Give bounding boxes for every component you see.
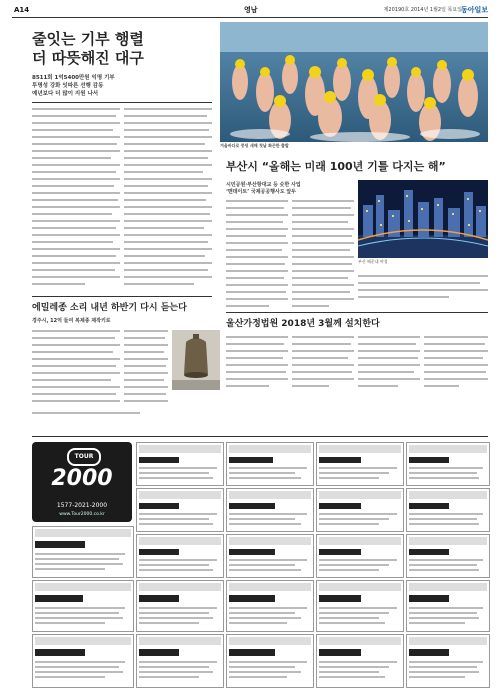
page-number: A14 <box>14 6 30 14</box>
ad-cell[interactable] <box>136 488 224 532</box>
photo-swimmers-caption-text: 겨울바다로 풍덩 새해 첫날 화끈한 출발 <box>220 143 289 148</box>
ad-cell[interactable] <box>226 634 314 688</box>
busan-body-col1 <box>226 200 288 310</box>
main-subhead-line2: 투명성 강화 잇따른 선행 감동 <box>32 83 104 89</box>
swimmers-image <box>220 22 488 142</box>
ad-cell-content <box>33 581 133 631</box>
ad-cell-content <box>137 535 223 577</box>
ad-cell-content <box>227 581 313 631</box>
ulsan-body-col1 <box>226 336 288 396</box>
ad-cell[interactable] <box>316 534 404 578</box>
ad-cell-content <box>317 443 403 485</box>
ad-cell[interactable] <box>32 634 134 688</box>
ad-cell-content <box>33 635 133 687</box>
second-body-col2 <box>124 330 168 410</box>
busan-subhead-line1: 시민공원·부산항대교 등 숫한 사업 <box>226 182 301 188</box>
ad-cell-content <box>227 535 313 577</box>
busan-headline: 부산시 “올해는 미래 100년 기틀 다지는 해” <box>226 160 446 173</box>
tour-logo-box <box>32 442 132 522</box>
ad-cell[interactable] <box>406 534 490 578</box>
busan-body-col2 <box>292 200 354 310</box>
ad-cell[interactable] <box>32 526 134 578</box>
ad-cell-content <box>227 635 313 687</box>
ulsan-body-col3 <box>358 336 420 396</box>
busan-subhead <box>226 182 346 196</box>
ad-cell[interactable] <box>406 442 490 486</box>
ad-cell-content <box>137 443 223 485</box>
ad-cell[interactable] <box>316 634 404 688</box>
bell-image <box>172 330 220 390</box>
ad-cell[interactable] <box>226 580 314 632</box>
second-headline: 에밀레종 소리 내년 하반기 다시 듣는다 <box>32 303 187 313</box>
busan-body-col3 <box>358 275 488 310</box>
publication-name: 동아일보 <box>460 6 488 14</box>
section-name: 영남 <box>244 6 258 14</box>
main-headline-line1: 줄잇는 기부 행렬 <box>32 30 144 48</box>
ad-cell-content <box>317 489 403 531</box>
tour-phone: 1577-2021-2000 <box>56 502 108 509</box>
busan-subhead-line2: ‘맨데이트’ 국제공공행사도 앞두 <box>226 189 297 195</box>
main-subhead-line1: 8511회 1억5400만원 익명 기부 <box>32 75 115 81</box>
ad-cell[interactable] <box>316 580 404 632</box>
ad-cell-content <box>137 581 223 631</box>
tour-number: 2000 <box>51 466 113 491</box>
second-body-col1 <box>32 330 120 410</box>
ad-cell-content <box>407 635 489 687</box>
ad-cell[interactable] <box>136 634 224 688</box>
photo-swimmers <box>220 22 488 142</box>
ad-cell[interactable] <box>316 442 404 486</box>
ulsan-headline: 울산가정법원 2018년 3월께 설치한다 <box>226 319 380 329</box>
ad-cell-content <box>317 581 403 631</box>
ad-cell-content <box>317 535 403 577</box>
second-body-end <box>32 412 212 430</box>
second-subhead: 경주시, 12억 들여 복제종 제작키로 <box>32 318 111 324</box>
night-city-image <box>358 180 488 258</box>
main-subhead <box>32 74 212 98</box>
ad-cell[interactable] <box>406 580 490 632</box>
ad-cell-content <box>33 527 133 577</box>
issue-date: 제20190호 2014년 1월2일 목요일 <box>383 7 462 13</box>
ad-cell[interactable] <box>226 442 314 486</box>
page-header <box>12 3 488 18</box>
ad-cell-content <box>407 489 489 531</box>
ad-cell[interactable] <box>226 534 314 578</box>
ad-cell[interactable] <box>226 488 314 532</box>
ad-cell[interactable] <box>136 534 224 578</box>
photo-swimmers-caption <box>220 143 488 153</box>
main-subhead-line3: 예년보다 더 많이 지원 나서 <box>32 91 99 97</box>
ad-cell[interactable] <box>136 442 224 486</box>
ad-cell-content <box>407 581 489 631</box>
tour-label: TOUR <box>67 448 101 466</box>
ad-cell-content <box>227 443 313 485</box>
ad-cell-content <box>137 635 223 687</box>
main-headline-line2: 더 따뜻해진 대구 <box>32 49 144 67</box>
main-headline <box>32 30 212 68</box>
ulsan-body-col2 <box>292 336 354 396</box>
divider <box>32 102 212 103</box>
ad-cell-content <box>407 535 489 577</box>
ulsan-body-col4 <box>424 336 488 396</box>
ad-cell[interactable] <box>316 488 404 532</box>
divider <box>226 312 488 313</box>
ad-cell[interactable] <box>406 488 490 532</box>
ad-cell-content <box>137 489 223 531</box>
ad-cell-content <box>407 443 489 485</box>
divider <box>32 296 212 297</box>
photo-night-caption: 부산 해운대 야경 <box>358 259 388 264</box>
ad-divider <box>32 436 488 437</box>
tour-website: www.Tour2000.co.kr <box>59 512 105 517</box>
ad-cell[interactable] <box>32 580 134 632</box>
main-story-body-col2 <box>124 108 212 288</box>
ad-cell-content <box>227 489 313 531</box>
ad-cell-content <box>317 635 403 687</box>
ad-cell[interactable] <box>136 580 224 632</box>
ad-cell[interactable] <box>406 634 490 688</box>
photo-night-city <box>358 180 488 258</box>
main-story-body-col1 <box>32 108 120 288</box>
photo-bell <box>172 330 220 390</box>
